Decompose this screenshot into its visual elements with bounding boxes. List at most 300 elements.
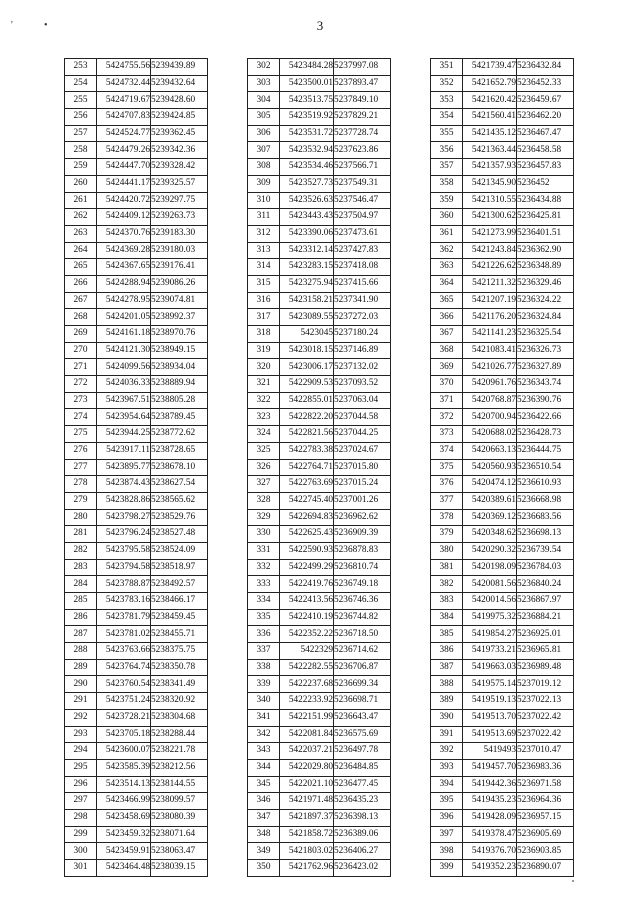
x-coordinate-cell: 5421357.93 <box>463 159 517 176</box>
x-coordinate-cell: 5422855.01 <box>280 392 334 409</box>
table-row <box>248 75 391 92</box>
y-coordinate-cell: 5237001.26 <box>334 492 391 509</box>
x-coordinate-cell: 5422233.92 <box>280 693 334 710</box>
x-coordinate-cell: 5423967.51 <box>97 392 151 409</box>
y-coordinate-cell: 5239180.03 <box>151 242 208 259</box>
y-coordinate-cell: 5236983.36 <box>517 759 574 776</box>
x-coordinate-cell: 5423458.69 <box>97 809 151 826</box>
point-number-cell: 276 <box>65 442 97 459</box>
point-number-cell: 337 <box>248 643 280 660</box>
y-coordinate-cell: 5238221.78 <box>151 743 208 760</box>
table-row <box>248 593 391 610</box>
x-coordinate-cell: 5420290.32 <box>463 542 517 559</box>
x-coordinate-cell: 5424479.26 <box>97 142 151 159</box>
x-coordinate-cell: 5419352.23 <box>463 860 517 877</box>
table-row <box>65 776 208 793</box>
point-number-cell: 265 <box>65 259 97 276</box>
x-coordinate-cell: 5423513.75 <box>280 92 334 109</box>
y-coordinate-cell: 5236643.47 <box>334 709 391 726</box>
point-number-cell: 381 <box>431 559 463 576</box>
x-coordinate-cell: 5419513.70 <box>463 709 517 726</box>
x-coordinate-cell: 5422909.53 <box>280 376 334 393</box>
point-number-cell: 338 <box>248 659 280 676</box>
point-number-cell: 367 <box>431 326 463 343</box>
point-number-cell: 323 <box>248 409 280 426</box>
y-coordinate-cell: 5237024.67 <box>334 442 391 459</box>
x-coordinate-cell: 5421971.48 <box>280 793 334 810</box>
table-row <box>65 109 208 126</box>
point-number-cell: 260 <box>65 175 97 192</box>
x-coordinate-cell: 5421620.42 <box>463 92 517 109</box>
point-number-cell: 275 <box>65 426 97 443</box>
point-number-cell: 355 <box>431 125 463 142</box>
point-number-cell: 303 <box>248 75 280 92</box>
table-row <box>431 509 574 526</box>
y-coordinate-cell: 5236398.13 <box>334 809 391 826</box>
point-number-cell: 316 <box>248 292 280 309</box>
x-coordinate-cell: 5423443.43 <box>280 209 334 226</box>
table-row <box>248 225 391 242</box>
table-row <box>65 275 208 292</box>
table-row <box>65 75 208 92</box>
y-coordinate-cell: 5236575.69 <box>334 726 391 743</box>
y-coordinate-cell: 5236925.01 <box>517 626 574 643</box>
point-number-cell: 290 <box>65 676 97 693</box>
y-coordinate-cell: 5238071.64 <box>151 826 208 843</box>
point-number-cell: 334 <box>248 593 280 610</box>
y-coordinate-cell: 5238524.09 <box>151 542 208 559</box>
point-number-cell: 259 <box>65 159 97 176</box>
table-row <box>248 92 391 109</box>
point-number-cell: 312 <box>248 225 280 242</box>
table-row <box>248 259 391 276</box>
y-coordinate-cell: 5236909.39 <box>334 526 391 543</box>
point-number-cell: 363 <box>431 259 463 276</box>
table-row <box>248 376 391 393</box>
point-number-cell: 266 <box>65 275 97 292</box>
y-coordinate-cell: 5238459.45 <box>151 609 208 626</box>
x-coordinate-cell: 5424719.67 <box>97 92 151 109</box>
table-row <box>248 526 391 543</box>
point-number-cell: 325 <box>248 442 280 459</box>
y-coordinate-cell: 5236329.46 <box>517 275 574 292</box>
y-coordinate-cell: 5236867.97 <box>517 593 574 610</box>
y-coordinate-cell: 5237415.66 <box>334 275 391 292</box>
x-coordinate-cell: 5422625.43 <box>280 526 334 543</box>
y-coordinate-cell: 5238627.54 <box>151 476 208 493</box>
y-coordinate-cell: 5236510.54 <box>517 459 574 476</box>
x-coordinate-cell: 5423275.94 <box>280 275 334 292</box>
x-coordinate-cell: 5423895.77 <box>97 459 151 476</box>
y-coordinate-cell: 5237019.12 <box>517 676 574 693</box>
y-coordinate-cell: 5236964.36 <box>517 793 574 810</box>
point-number-cell: 302 <box>248 59 280 76</box>
y-coordinate-cell: 5236434.88 <box>517 192 574 209</box>
y-coordinate-cell: 5237504.97 <box>334 209 391 226</box>
table-row <box>248 809 391 826</box>
y-coordinate-cell: 5237093.52 <box>334 376 391 393</box>
point-number-cell: 394 <box>431 776 463 793</box>
x-coordinate-cell: 5423585.39 <box>97 759 151 776</box>
point-number-cell: 353 <box>431 92 463 109</box>
table-row <box>65 576 208 593</box>
point-number-cell: 326 <box>248 459 280 476</box>
x-coordinate-cell: 5423917.11 <box>97 442 151 459</box>
x-coordinate-cell: 5422694.83 <box>280 509 334 526</box>
y-coordinate-cell: 5236683.56 <box>517 509 574 526</box>
coordinates-table-1 <box>64 58 208 877</box>
y-coordinate-cell: 5236452.33 <box>517 75 574 92</box>
point-number-cell: 340 <box>248 693 280 710</box>
y-coordinate-cell: 5238212.56 <box>151 759 208 776</box>
x-coordinate-cell: 5419442.36 <box>463 776 517 793</box>
point-number-cell: 258 <box>65 142 97 159</box>
y-coordinate-cell: 5236878.83 <box>334 542 391 559</box>
point-number-cell: 268 <box>65 309 97 326</box>
y-coordinate-cell: 5236698.71 <box>334 693 391 710</box>
point-number-cell: 332 <box>248 559 280 576</box>
y-coordinate-cell: 5238789.45 <box>151 409 208 426</box>
x-coordinate-cell: 5424732.44 <box>97 75 151 92</box>
table-row <box>65 559 208 576</box>
x-coordinate-cell: 5422745.40 <box>280 492 334 509</box>
table-row <box>248 559 391 576</box>
y-coordinate-cell: 5236746.36 <box>334 593 391 610</box>
x-coordinate-cell: 5419428.09 <box>463 809 517 826</box>
y-coordinate-cell: 5238144.55 <box>151 776 208 793</box>
point-number-cell: 329 <box>248 509 280 526</box>
y-coordinate-cell: 5236905.69 <box>517 826 574 843</box>
y-coordinate-cell: 5236890.07 <box>517 860 574 877</box>
point-number-cell: 393 <box>431 759 463 776</box>
table-row <box>248 242 391 259</box>
point-number-cell: 280 <box>65 509 97 526</box>
y-coordinate-cell: 5237044.58 <box>334 409 391 426</box>
x-coordinate-cell: 5423484.28 <box>280 59 334 76</box>
point-number-cell: 309 <box>248 175 280 192</box>
table-row <box>65 509 208 526</box>
x-coordinate-cell: 5423466.99 <box>97 793 151 810</box>
y-coordinate-cell: 5236965.81 <box>517 643 574 660</box>
y-coordinate-cell: 5237044.25 <box>334 426 391 443</box>
x-coordinate-cell: 5423728.21 <box>97 709 151 726</box>
point-number-cell: 308 <box>248 159 280 176</box>
x-coordinate-cell: 5419457.70 <box>463 759 517 776</box>
y-coordinate-cell: 5237549.31 <box>334 175 391 192</box>
point-number-cell: 370 <box>431 376 463 393</box>
point-number-cell: 397 <box>431 826 463 843</box>
x-coordinate-cell: 5423954.64 <box>97 409 151 426</box>
x-coordinate-cell: 5420700.94 <box>463 409 517 426</box>
point-number-cell: 324 <box>248 426 280 443</box>
x-coordinate-cell: 5423519.92 <box>280 109 334 126</box>
point-number-cell: 339 <box>248 676 280 693</box>
table-row <box>248 409 391 426</box>
y-coordinate-cell: 5236324.84 <box>517 309 574 326</box>
point-number-cell: 388 <box>431 676 463 693</box>
y-coordinate-cell: 5236840.24 <box>517 576 574 593</box>
table-row <box>65 659 208 676</box>
table-row <box>65 860 208 877</box>
point-number-cell: 360 <box>431 209 463 226</box>
point-number-cell: 272 <box>65 376 97 393</box>
y-coordinate-cell: 5236971.58 <box>517 776 574 793</box>
table-row <box>65 809 208 826</box>
x-coordinate-cell: 5424121.30 <box>97 342 151 359</box>
y-coordinate-cell: 5237010.47 <box>517 743 574 760</box>
point-number-cell: 348 <box>248 826 280 843</box>
x-coordinate-cell: 5423781.79 <box>97 609 151 626</box>
table-row <box>248 125 391 142</box>
table-row <box>248 709 391 726</box>
y-coordinate-cell: 5238375.75 <box>151 643 208 660</box>
point-number-cell: 387 <box>431 659 463 676</box>
x-coordinate-cell: 5424370.76 <box>97 225 151 242</box>
point-number-cell: 255 <box>65 92 97 109</box>
point-number-cell: 336 <box>248 626 280 643</box>
table-row <box>65 542 208 559</box>
x-coordinate-cell: 5422237.68 <box>280 676 334 693</box>
y-coordinate-cell: 5239297.75 <box>151 192 208 209</box>
y-coordinate-cell: 5237022.13 <box>517 693 574 710</box>
table-row <box>431 843 574 860</box>
x-coordinate-cell: 5423874.43 <box>97 476 151 493</box>
table-row <box>431 609 574 626</box>
point-number-cell: 300 <box>65 843 97 860</box>
y-coordinate-cell: 5238772.62 <box>151 426 208 443</box>
x-coordinate-cell: 5419513.69 <box>463 726 517 743</box>
table-row <box>65 142 208 159</box>
y-coordinate-cell: 5236957.15 <box>517 809 574 826</box>
point-number-cell: 366 <box>431 309 463 326</box>
y-coordinate-cell: 5239432.64 <box>151 75 208 92</box>
table-row <box>431 309 574 326</box>
x-coordinate-cell: 5423796.24 <box>97 526 151 543</box>
point-number-cell: 287 <box>65 626 97 643</box>
point-number-cell: 398 <box>431 843 463 860</box>
x-coordinate-cell: 5421243.84 <box>463 242 517 259</box>
y-coordinate-cell: 5236459.67 <box>517 92 574 109</box>
y-coordinate-cell: 5236428.73 <box>517 426 574 443</box>
x-coordinate-cell: 5424278.95 <box>97 292 151 309</box>
x-coordinate-cell: 5424036.33 <box>97 376 151 393</box>
y-coordinate-cell: 5238063.47 <box>151 843 208 860</box>
x-coordinate-cell: 5423532.94 <box>280 142 334 159</box>
y-coordinate-cell: 5238341.49 <box>151 676 208 693</box>
y-coordinate-cell: 5239362.45 <box>151 125 208 142</box>
point-number-cell: 321 <box>248 376 280 393</box>
x-coordinate-cell: 5423764.74 <box>97 659 151 676</box>
x-coordinate-cell: 5422029.80 <box>280 759 334 776</box>
table-row <box>65 392 208 409</box>
table-row <box>248 442 391 459</box>
table-row <box>431 125 574 142</box>
y-coordinate-cell: 5236435.23 <box>334 793 391 810</box>
x-coordinate-cell: 5423459.32 <box>97 826 151 843</box>
point-number-cell: 328 <box>248 492 280 509</box>
point-number-cell: 306 <box>248 125 280 142</box>
x-coordinate-cell: 5422419.76 <box>280 576 334 593</box>
table-row <box>248 843 391 860</box>
point-number-cell: 319 <box>248 342 280 359</box>
y-coordinate-cell: 5239342.36 <box>151 142 208 159</box>
x-coordinate-cell: 5420688.02 <box>463 426 517 443</box>
table-row <box>431 643 574 660</box>
table-row <box>65 376 208 393</box>
point-number-cell: 350 <box>248 860 280 877</box>
y-coordinate-cell: 5236452 <box>517 175 574 192</box>
y-coordinate-cell: 5236497.78 <box>334 743 391 760</box>
x-coordinate-cell: 5419975.32 <box>463 609 517 626</box>
point-number-cell: 371 <box>431 392 463 409</box>
point-number-cell: 283 <box>65 559 97 576</box>
x-coordinate-cell: 5424524.77 <box>97 125 151 142</box>
y-coordinate-cell: 5237566.71 <box>334 159 391 176</box>
table-row <box>248 459 391 476</box>
table-row <box>431 743 574 760</box>
y-coordinate-cell: 5236444.75 <box>517 442 574 459</box>
table-row <box>248 826 391 843</box>
y-coordinate-cell: 5237473.61 <box>334 225 391 242</box>
point-number-cell: 361 <box>431 225 463 242</box>
table-row <box>248 292 391 309</box>
y-coordinate-cell: 5236477.45 <box>334 776 391 793</box>
x-coordinate-cell: 5419435.23 <box>463 793 517 810</box>
point-number-cell: 351 <box>431 59 463 76</box>
y-coordinate-cell: 5238304.68 <box>151 709 208 726</box>
point-number-cell: 261 <box>65 192 97 209</box>
table-row <box>65 92 208 109</box>
x-coordinate-cell: 5423705.18 <box>97 726 151 743</box>
table-row <box>248 192 391 209</box>
point-number-cell: 327 <box>248 476 280 493</box>
y-coordinate-cell: 5236423.02 <box>334 860 391 877</box>
table-row <box>65 759 208 776</box>
y-coordinate-cell: 5236962.62 <box>334 509 391 526</box>
table-row <box>65 192 208 209</box>
x-coordinate-cell: 5420198.09 <box>463 559 517 576</box>
table-row <box>431 275 574 292</box>
table-row <box>248 326 391 343</box>
point-number-cell: 362 <box>431 242 463 259</box>
x-coordinate-cell: 5421176.20 <box>463 309 517 326</box>
y-coordinate-cell: 5237180.24 <box>334 326 391 343</box>
x-coordinate-cell: 5423459.91 <box>97 843 151 860</box>
point-number-cell: 375 <box>431 459 463 476</box>
x-coordinate-cell: 5420663.13 <box>463 442 517 459</box>
table-row <box>431 292 574 309</box>
y-coordinate-cell: 5236348.89 <box>517 259 574 276</box>
point-number-cell: 254 <box>65 75 97 92</box>
table-row <box>65 242 208 259</box>
x-coordinate-cell: 5419378.47 <box>463 826 517 843</box>
y-coordinate-cell: 5238039.15 <box>151 860 208 877</box>
point-number-cell: 253 <box>65 59 97 76</box>
table-row <box>431 860 574 877</box>
x-coordinate-cell: 5422764.71 <box>280 459 334 476</box>
x-coordinate-cell: 5422590.93 <box>280 542 334 559</box>
y-coordinate-cell: 5236325.54 <box>517 326 574 343</box>
y-coordinate-cell: 5238992.37 <box>151 309 208 326</box>
y-coordinate-cell: 5236739.54 <box>517 542 574 559</box>
x-coordinate-cell: 5422329 <box>280 643 334 660</box>
point-number-cell: 382 <box>431 576 463 593</box>
x-coordinate-cell: 5422763.69 <box>280 476 334 493</box>
x-coordinate-cell: 5423527.73 <box>280 175 334 192</box>
point-number-cell: 310 <box>248 192 280 209</box>
x-coordinate-cell: 5423089.55 <box>280 309 334 326</box>
x-coordinate-cell: 5420768.87 <box>463 392 517 409</box>
point-number-cell: 292 <box>65 709 97 726</box>
y-coordinate-cell: 5239176.41 <box>151 259 208 276</box>
y-coordinate-cell: 5238099.57 <box>151 793 208 810</box>
x-coordinate-cell: 5423018.15 <box>280 342 334 359</box>
x-coordinate-cell: 5423526.63 <box>280 192 334 209</box>
table-row <box>248 275 391 292</box>
margin-mark: ' <box>11 20 13 31</box>
point-number-cell: 315 <box>248 275 280 292</box>
point-number-cell: 389 <box>431 693 463 710</box>
scan-dot <box>572 880 574 882</box>
point-number-cell: 281 <box>65 526 97 543</box>
x-coordinate-cell: 5422021.10 <box>280 776 334 793</box>
x-coordinate-cell: 5423283.15 <box>280 259 334 276</box>
y-coordinate-cell: 5236784.03 <box>517 559 574 576</box>
point-number-cell: 384 <box>431 609 463 626</box>
table-row <box>248 109 391 126</box>
y-coordinate-cell: 5236467.47 <box>517 125 574 142</box>
table-row <box>65 743 208 760</box>
y-coordinate-cell: 5236422.66 <box>517 409 574 426</box>
y-coordinate-cell: 5237418.08 <box>334 259 391 276</box>
table-row <box>65 125 208 142</box>
y-coordinate-cell: 5236610.93 <box>517 476 574 493</box>
y-coordinate-cell: 5236425.81 <box>517 209 574 226</box>
point-number-cell: 284 <box>65 576 97 593</box>
x-coordinate-cell: 5423944.25 <box>97 426 151 443</box>
point-number-cell: 331 <box>248 542 280 559</box>
table-row <box>431 109 574 126</box>
x-coordinate-cell: 5421273.99 <box>463 225 517 242</box>
x-coordinate-cell: 5424447.70 <box>97 159 151 176</box>
table-row <box>65 609 208 626</box>
y-coordinate-cell: 5236903.85 <box>517 843 574 860</box>
y-coordinate-cell: 5236668.98 <box>517 492 574 509</box>
y-coordinate-cell: 5239263.73 <box>151 209 208 226</box>
x-coordinate-cell: 5423798.27 <box>97 509 151 526</box>
table-row <box>65 593 208 610</box>
point-number-cell: 392 <box>431 743 463 760</box>
table-row <box>431 442 574 459</box>
point-number-cell: 372 <box>431 409 463 426</box>
table-row <box>65 709 208 726</box>
y-coordinate-cell: 5238527.48 <box>151 526 208 543</box>
x-coordinate-cell: 5421652.79 <box>463 75 517 92</box>
x-coordinate-cell: 5421310.55 <box>463 192 517 209</box>
point-number-cell: 293 <box>65 726 97 743</box>
point-number-cell: 282 <box>65 542 97 559</box>
x-coordinate-cell: 5421300.62 <box>463 209 517 226</box>
x-coordinate-cell: 5424369.28 <box>97 242 151 259</box>
y-coordinate-cell: 5236706.87 <box>334 659 391 676</box>
point-number-cell: 380 <box>431 542 463 559</box>
point-number-cell: 289 <box>65 659 97 676</box>
y-coordinate-cell: 5238492.57 <box>151 576 208 593</box>
x-coordinate-cell: 5424367.65 <box>97 259 151 276</box>
table-row <box>248 159 391 176</box>
point-number-cell: 294 <box>65 743 97 760</box>
point-number-cell: 274 <box>65 409 97 426</box>
